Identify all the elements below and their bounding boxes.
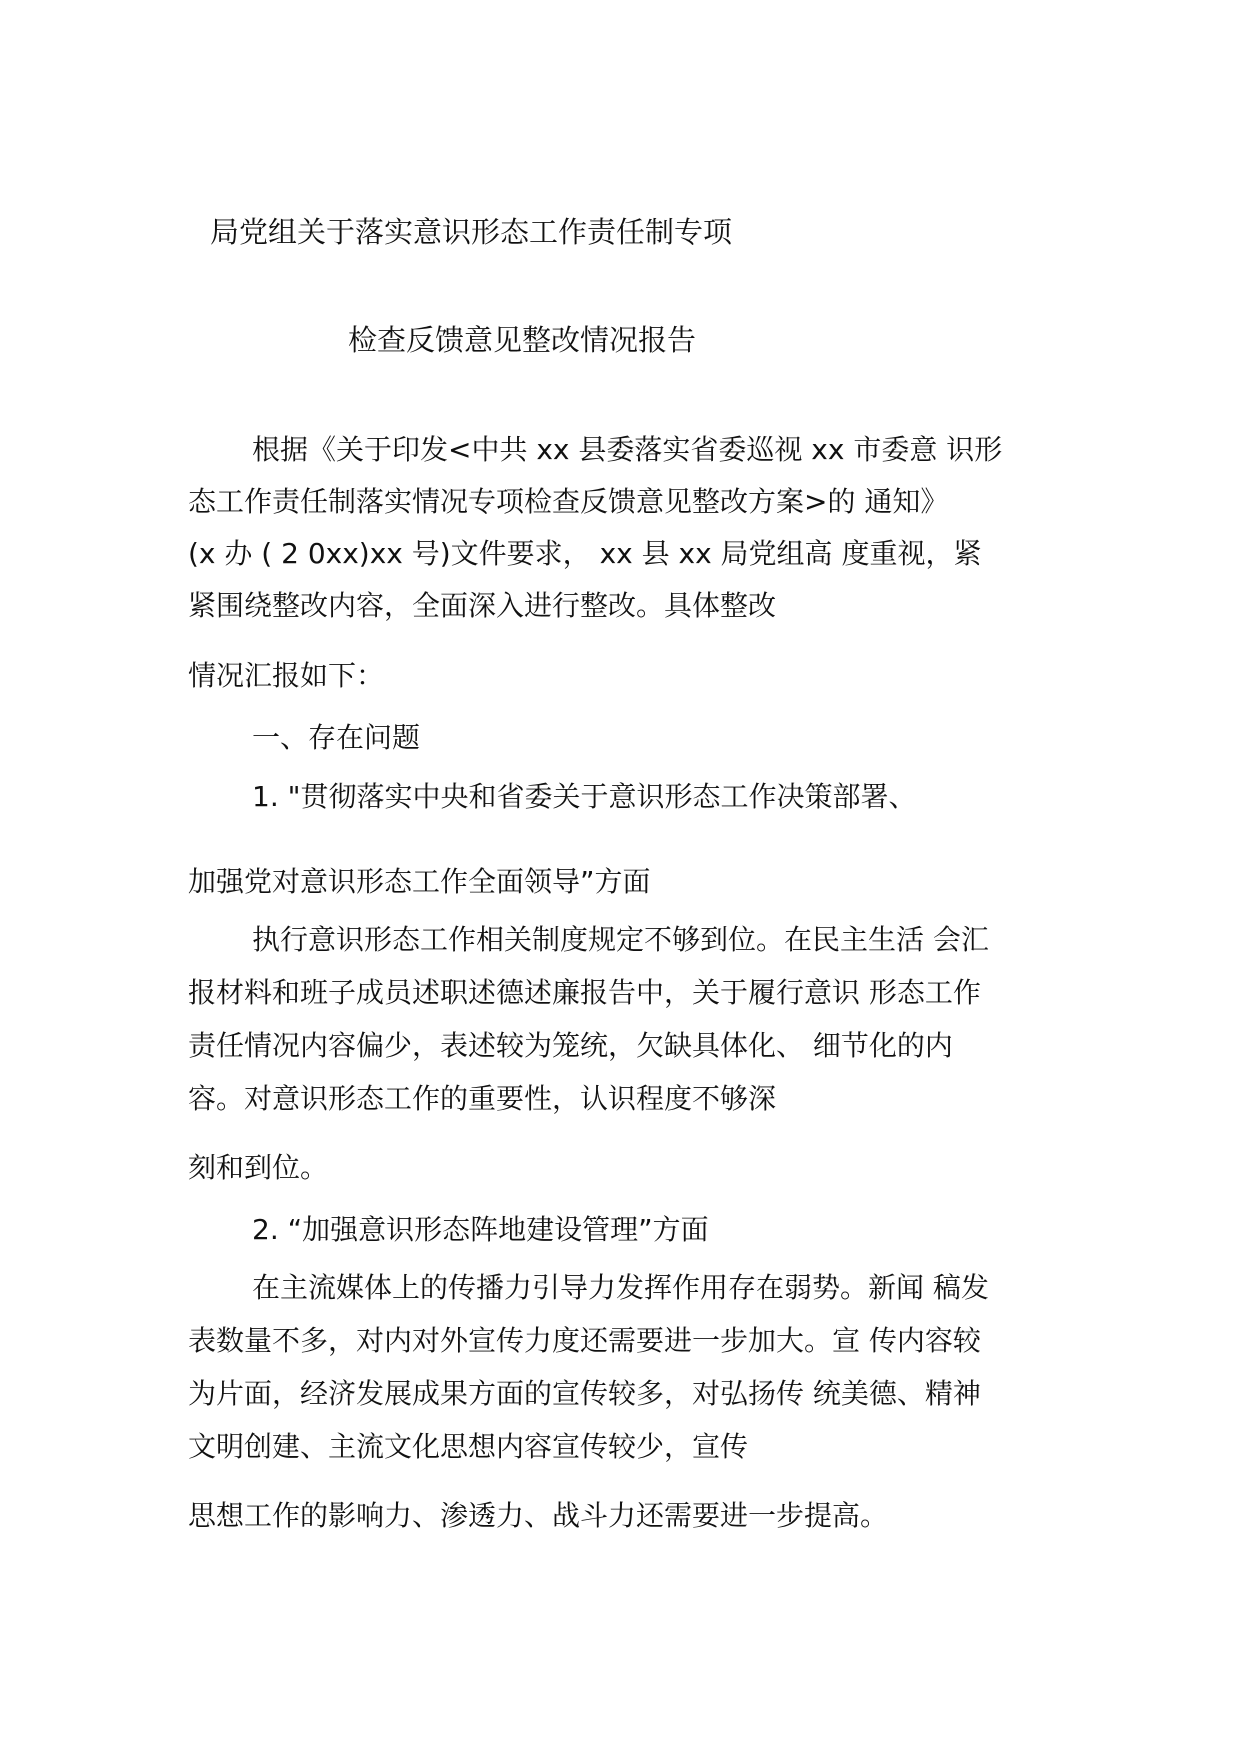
item-heading-2: 2. “加强意识形态阵地建设管理”方面: [252, 1213, 709, 1246]
item-1-paragraph-line: 刻和到位。: [188, 1151, 329, 1184]
item-2-paragraph-line: 表数量不多，对内对外宣传力度还需要进一步加大。宣 传内容较: [188, 1324, 981, 1357]
document-title-line-2: 检查反馈意见整改情况报告: [348, 323, 697, 357]
intro-paragraph-line: (x 办 ( 2 0xx)xx 号)文件要求， xx 县 xx 局党组高 度重视，紧: [188, 537, 982, 570]
item-2-paragraph-line: 思想工作的影响力、渗透力、战斗力还需要进一步提高。: [188, 1499, 889, 1532]
item-2-paragraph-line: 为片面，经济发展成果方面的宣传较多，对弘扬传 统美德、精神: [188, 1377, 981, 1410]
item-2-paragraph-line: 文明创建、主流文化思想内容宣传较少，宣传: [188, 1430, 749, 1463]
item-2-paragraph-line: 在主流媒体上的传播力引导力发挥作用存在弱势。新闻 稿发: [252, 1271, 989, 1304]
intro-paragraph-line: 根据《关于印发<中共 xx 县委落实省委巡视 xx 市委意 识形: [252, 433, 1003, 466]
section-heading-problems: 一、存在问题: [252, 721, 421, 754]
item-heading-1-continued: 加强党对意识形态工作全面领导”方面: [188, 865, 651, 898]
item-1-paragraph-line: 报材料和班子成员述职述德述廉报告中，关于履行意识 形态工作: [188, 976, 981, 1009]
item-1-paragraph-line: 责任情况内容偏少，表述较为笼统，欠缺具体化、 细节化的内: [188, 1029, 953, 1062]
intro-paragraph-line: 紧围绕整改内容，全面深入进行整改。具体整改: [188, 589, 777, 622]
intro-paragraph-line: 情况汇报如下：: [188, 659, 385, 692]
document-title-line-1: 局党组关于落实意识形态工作责任制专项: [210, 215, 733, 249]
intro-paragraph-line: 态工作责任制落实情况专项检查反馈意见整改方案>的 通知》: [188, 485, 949, 518]
item-1-paragraph-line: 容。对意识形态工作的重要性，认识程度不够深: [188, 1082, 777, 1115]
item-heading-1: 1. "贯彻落实中央和省委关于意识形态工作决策部署、: [252, 780, 917, 813]
item-1-paragraph-line: 执行意识形态工作相关制度规定不够到位。在民主生活 会汇: [252, 923, 989, 956]
